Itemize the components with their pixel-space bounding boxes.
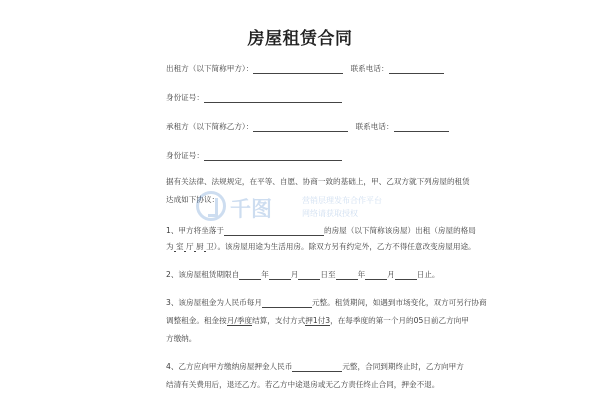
clause-2-text: 2、该房屋租赁期限自: [166, 270, 240, 279]
clause-3-line-1: [166, 298, 487, 308]
lessor-id-line: [166, 93, 342, 103]
c2-end: 日止。: [416, 270, 440, 279]
clause-3-line-2: [166, 316, 469, 326]
lessee-id-line: [166, 151, 342, 161]
c2-year-1: 年: [261, 270, 269, 279]
c2-month-2: 月: [387, 270, 395, 279]
intro-line-2: 达成如下协议：: [166, 195, 220, 204]
kitchen-label: 厨: [196, 242, 204, 251]
clause-3-text-c: 调整租金。租金按: [166, 316, 227, 325]
property-address-field: [224, 227, 324, 236]
watermark-text-2: 网络请获取授权: [302, 209, 358, 218]
clause-3-text-a: 3、该房屋租金为人民币每月: [166, 298, 262, 307]
lessee-phone-field: [394, 123, 449, 132]
clause-1-line-1: [166, 226, 476, 236]
deposit-amount-field: [292, 363, 342, 372]
watermark-brand: 千图: [230, 197, 272, 221]
clause-3-text-b: 元整。租赁期间，如遇到市场变化，双方可另行协商: [311, 298, 487, 307]
clause-1-text-d: ）。该房屋用途为生活用房。除双方另有约定外，乙方不得任意改变房屋用途。: [213, 242, 476, 251]
hall-label: 厅: [186, 242, 194, 251]
lessee-id-field: [204, 152, 342, 161]
clause-2-line: [166, 270, 440, 280]
clause-1-text-c: 为: [166, 242, 174, 251]
lessor-line: [166, 64, 444, 74]
c2-month-1: 月: [290, 270, 299, 279]
c2-year-2: 年: [357, 270, 366, 279]
clause-3-text-e: ，在每季度的第一个月的05日前乙方向甲: [330, 316, 469, 325]
lessor-phone-label: 联系电话：: [350, 64, 389, 73]
lessee-label: 承租方（以下简称乙方）：: [166, 122, 254, 131]
watermark-text-1: 营销层理发布合作平台: [302, 196, 382, 205]
clause-3-line-3: 方缴纳。: [166, 334, 197, 343]
lessor-name-field: [253, 65, 343, 74]
payment-method-value: 押1付3: [305, 316, 331, 325]
watermark: [196, 189, 382, 227]
room-label: 室: [176, 242, 184, 251]
watermark-logo-icon: [196, 191, 226, 221]
lessor-label: 出租方（以下简称甲方）：: [166, 64, 254, 73]
clause-1-line-2: [166, 242, 476, 252]
clause-4-text-a: 4、乙方应向甲方缴纳房屋押金人民币: [166, 362, 293, 371]
c2-day-1: 日至: [320, 270, 336, 279]
lessor-phone-field: [389, 65, 444, 74]
clause-4-line-1: [166, 362, 464, 372]
document-title: 房屋租赁合同: [247, 29, 353, 49]
lessee-name-field: [253, 123, 348, 132]
lessee-id-label: 身份证号：: [166, 151, 204, 160]
rent-amount-field: [262, 299, 312, 308]
lessor-id-label: 身份证号：: [166, 93, 204, 102]
clause-3-text-d: 结算，支付方式: [252, 316, 306, 325]
bath-label: 卫: [206, 242, 214, 251]
clause-4-text-b: 元整，合同到期终止时，乙方向甲方: [342, 362, 464, 371]
lessee-line: [166, 122, 449, 132]
clause-4-line-2: 结清有关费用后，退还乙方。若乙方中途退房或无乙方责任终止合同，押金不退。: [166, 380, 440, 389]
rent-period-value: 月/季度: [226, 316, 253, 325]
clause-1-text-a: 1、甲方将坐落于: [166, 226, 224, 235]
lessee-phone-label: 联系电话：: [355, 122, 394, 131]
clause-1-text-b: 的房屋（以下简称该房屋）出租（房屋的格局: [324, 226, 476, 235]
intro-line-1: 据有关法律、法规规定，在平等、自愿、协商一致的基础上，甲、乙双方就下列房屋的租赁: [166, 177, 470, 186]
lessor-id-field: [204, 94, 342, 103]
